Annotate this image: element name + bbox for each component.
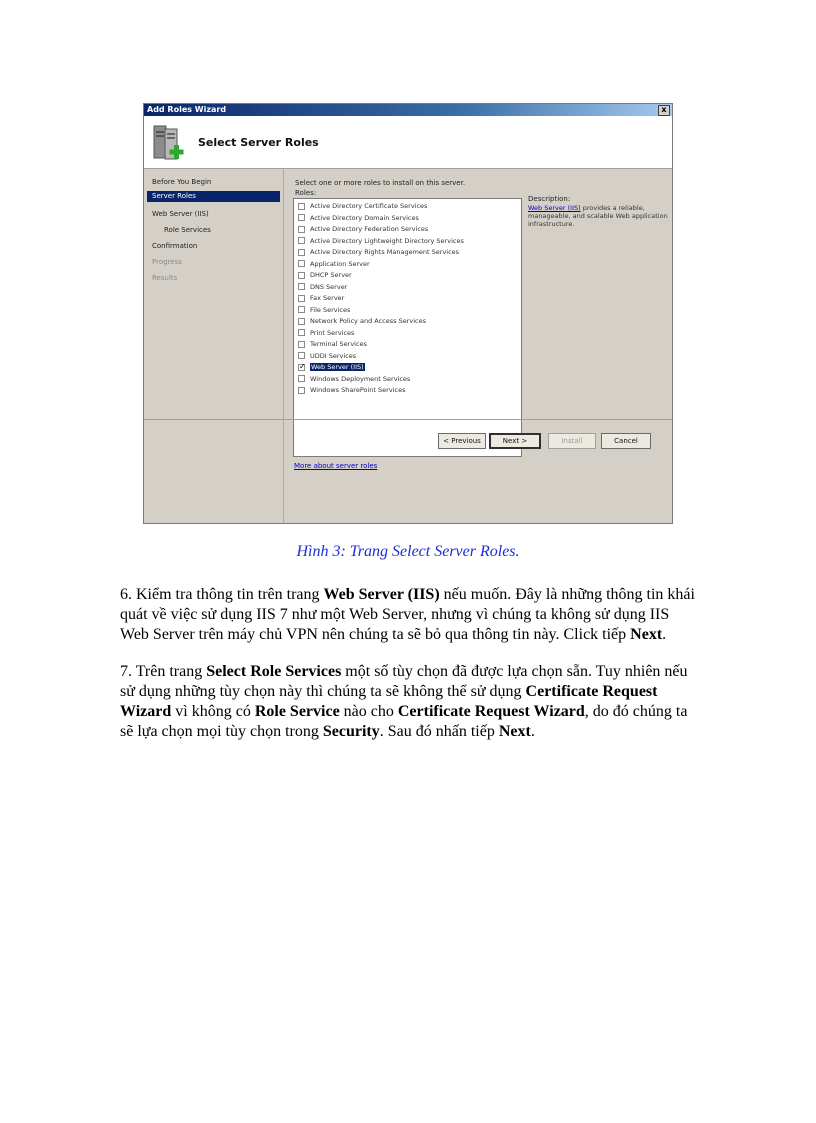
more-about-roles-link[interactable]: More about server roles: [294, 462, 378, 470]
role-item[interactable]: [298, 374, 410, 384]
bold-run: Certificate Request Wizard: [397, 703, 585, 720]
role-item[interactable]: [298, 328, 354, 338]
description-link[interactable]: Web Server (IIS): [528, 204, 581, 212]
bold-run: Next: [630, 626, 663, 643]
role-item[interactable]: [298, 247, 459, 257]
close-icon[interactable]: x: [658, 105, 670, 116]
step-before-you-begin[interactable]: Before You Begin: [152, 178, 212, 186]
role-label: Print Services: [310, 328, 355, 337]
role-item[interactable]: [298, 224, 428, 234]
text-run: vì không có: [171, 703, 255, 720]
role-label: Active Directory Rights Management Services: [310, 248, 460, 256]
role-item[interactable]: [298, 213, 419, 223]
text-run: nếu muốn. Đây là những thông tin khái quát về việc sử dụng IIS 7 như một Web Server, nhưng vì chúng ta không sử dụng IIS Web Server trên máy chủ VPN nên chúng ta sẽ bỏ qua thông tin này. Click tiếp: [120, 586, 695, 643]
window-titlebar: [144, 104, 672, 116]
window-title: Add Roles Wizard: [147, 105, 227, 114]
description-text: [528, 204, 668, 228]
description-body: provides a reliable, manageable, and scalable Web application infrastructure.: [528, 204, 668, 228]
role-item[interactable]: [298, 270, 352, 280]
server-roles-icon: [151, 124, 187, 162]
step-progress: Progress: [152, 258, 182, 266]
step-web-server-iis[interactable]: Web Server (IIS): [152, 210, 209, 218]
step-server-roles[interactable]: Server Roles: [147, 191, 280, 202]
paragraph-step-6: [120, 585, 700, 645]
role-item[interactable]: [298, 339, 367, 349]
page-title: Select Server Roles: [198, 136, 319, 149]
instruction-text: Select one or more roles to install on this server.: [295, 179, 466, 187]
checkbox[interactable]: [298, 272, 305, 279]
role-item[interactable]: [298, 362, 365, 372]
role-label: Active Directory Domain Services: [310, 213, 419, 222]
description-label: Description:: [528, 195, 571, 203]
install-button: Install: [548, 433, 596, 449]
text-run: 6. Kiểm tra thông tin trên trang: [120, 586, 324, 603]
checkbox[interactable]: [298, 226, 305, 233]
button-separator: [144, 419, 672, 420]
text-run: .: [662, 626, 667, 643]
role-label: File Services: [310, 305, 351, 314]
role-label: Web Server (IIS): [311, 363, 364, 371]
checkbox[interactable]: [298, 249, 305, 256]
role-label: Windows Deployment Services: [310, 374, 411, 383]
role-label: Fax Server: [310, 294, 345, 302]
checkbox[interactable]: [298, 318, 305, 325]
role-item[interactable]: [298, 316, 426, 326]
checkbox[interactable]: [298, 237, 305, 244]
role-item[interactable]: [298, 259, 370, 269]
step-confirmation[interactable]: Confirmation: [152, 242, 198, 250]
bold-run: Select Role Services: [206, 663, 342, 680]
role-item[interactable]: [298, 305, 350, 315]
paragraph-step-7: [120, 662, 700, 742]
add-roles-wizard-window: [143, 103, 673, 524]
bold-run: Web Server (IIS): [323, 586, 440, 603]
step-results: Results: [152, 274, 178, 282]
role-label: DHCP Server: [310, 271, 352, 279]
checkbox[interactable]: [298, 329, 305, 336]
role-label: Active Directory Lightweight Directory Services: [310, 236, 464, 245]
role-label: Application Server: [310, 259, 370, 268]
text-run: . Sau đó nhấn tiếp: [379, 723, 499, 740]
role-item[interactable]: [298, 236, 464, 246]
text-run: nào cho: [339, 703, 398, 720]
checkbox-checked[interactable]: [298, 364, 305, 371]
next-button[interactable]: Next >: [489, 433, 541, 449]
cancel-button[interactable]: Cancel: [601, 433, 651, 449]
wizard-main-panel: [284, 169, 672, 523]
role-item[interactable]: [298, 351, 356, 361]
bold-run: Certificate Request Wizard: [120, 683, 658, 720]
checkbox[interactable]: [298, 306, 305, 313]
role-item[interactable]: [298, 293, 344, 303]
role-label: Network Policy and Access Services: [310, 317, 426, 325]
text-run: 7. Trên trang: [120, 663, 207, 680]
figure-caption: Hình 3: Trang Select Server Roles.: [296, 543, 520, 560]
text-run: .: [530, 723, 535, 740]
checkbox[interactable]: [298, 375, 305, 382]
checkbox[interactable]: [298, 352, 305, 359]
text-run: , do đó chúng ta sẽ lựa chọn mọi tùy chọn trong: [120, 703, 688, 740]
role-label: DNS Server: [310, 282, 348, 291]
checkbox[interactable]: [298, 260, 305, 267]
role-item[interactable]: [298, 385, 405, 395]
role-label: Active Directory Federation Services: [310, 225, 429, 233]
role-item[interactable]: [298, 282, 347, 292]
role-label: Active Directory Certificate Services: [310, 202, 428, 210]
previous-button[interactable]: < Previous: [438, 433, 486, 449]
roles-label: Roles:: [295, 189, 317, 197]
checkbox[interactable]: [298, 203, 305, 210]
wizard-steps-sidebar: [144, 169, 284, 523]
bold-run: Security: [322, 723, 380, 740]
text-run: một số tùy chọn đã được lựa chọn sẵn. Tuy nhiên nếu sử dụng những tùy chọn này thì chúng ta sẽ không thể sử dụng: [120, 663, 688, 700]
bold-run: Next: [498, 723, 531, 740]
checkbox[interactable]: [298, 341, 305, 348]
bold-run: Role Service: [254, 703, 340, 720]
wizard-header: [144, 116, 672, 169]
role-label: Windows SharePoint Services: [310, 386, 406, 394]
role-label: UDDI Services: [310, 351, 357, 360]
checkbox[interactable]: [298, 214, 305, 221]
role-label: Terminal Services: [310, 340, 367, 348]
checkbox[interactable]: [298, 387, 305, 394]
step-role-services[interactable]: Role Services: [164, 226, 211, 234]
role-item[interactable]: [298, 201, 427, 211]
checkbox[interactable]: [298, 283, 305, 290]
checkbox[interactable]: [298, 295, 305, 302]
